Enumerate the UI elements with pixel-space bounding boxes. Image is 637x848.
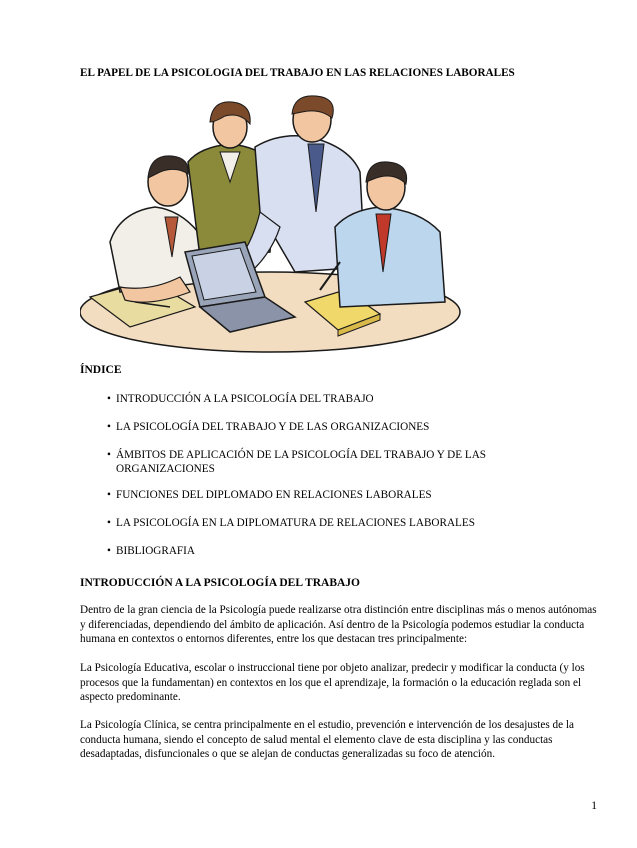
bullet: • (107, 449, 111, 461)
bullet: • (107, 421, 111, 433)
paragraph: La Psicología Clínica, se centra principalmente en el estudio, prevención e intervención de los desajustes de la conducta humana, siendo el concepto de salud mental el elemento clave de esta disciplina y las conductas desadaptadas, disfuncionales o que se alejan de conductas generalizadas su foco de atención. (80, 719, 574, 760)
toc-item-label: FUNCIONES DEL DIPLOMADO EN RELACIONES LABORALES (116, 489, 432, 501)
toc-item[interactable] (107, 448, 547, 476)
people-meeting-illustration (80, 92, 465, 354)
toc-item[interactable] (107, 516, 547, 530)
toc-item[interactable] (107, 420, 547, 434)
bullet: • (107, 393, 111, 405)
bullet: • (107, 517, 111, 529)
toc-item-label: LA PSICOLOGÍA DEL TRABAJO Y DE LAS ORGANIZACIONES (116, 421, 430, 433)
toc-item-label: BIBLIOGRAFIA (116, 545, 195, 557)
index-heading: ÍNDICE (80, 364, 122, 376)
toc-item[interactable] (107, 544, 547, 558)
section-heading: INTRODUCCIÓN A LA PSICOLOGÍA DEL TRABAJO (80, 577, 361, 589)
bullet: • (107, 545, 111, 557)
paragraph: Dentro de la gran ciencia de la Psicología puede realizarse otra distinción entre disciplinas más o menos autónomas y diferenciadas, dependiendo del ámbito de aplicación. Así dentro de la Psicología podemos estudiar la conducta humana en contextos o entornos diferentes, entre los que destacan tres principalmente: (80, 604, 597, 645)
toc-item-label: INTRODUCCIÓN A LA PSICOLOGÍA DEL TRABAJO (116, 393, 374, 405)
toc-item[interactable] (107, 488, 547, 502)
document-title: EL PAPEL DE LA PSICOLOGIA DEL TRABAJO EN LAS RELACIONES LABORALES (80, 67, 515, 79)
paragraph: La Psicología Educativa, escolar o instruccional tiene por objeto analizar, predecir y modificar la conducta (y los procesos que la fundamentan) en contextos en los que el aprendizaje, la formación o la educación reglada son el aspecto predominante. (80, 662, 585, 703)
toc-item-label: ÁMBITOS DE APLICACIÓN DE LA PSICOLOGÍA DEL TRABAJO Y DE LAS ORGANIZACIONES (116, 449, 487, 475)
table-of-contents (107, 392, 547, 572)
bullet: • (107, 489, 111, 501)
page-number: 1 (591, 800, 597, 812)
toc-item-label: LA PSICOLOGÍA EN LA DIPLOMATURA DE RELACIONES LABORALES (116, 517, 475, 529)
toc-item[interactable] (107, 392, 547, 406)
